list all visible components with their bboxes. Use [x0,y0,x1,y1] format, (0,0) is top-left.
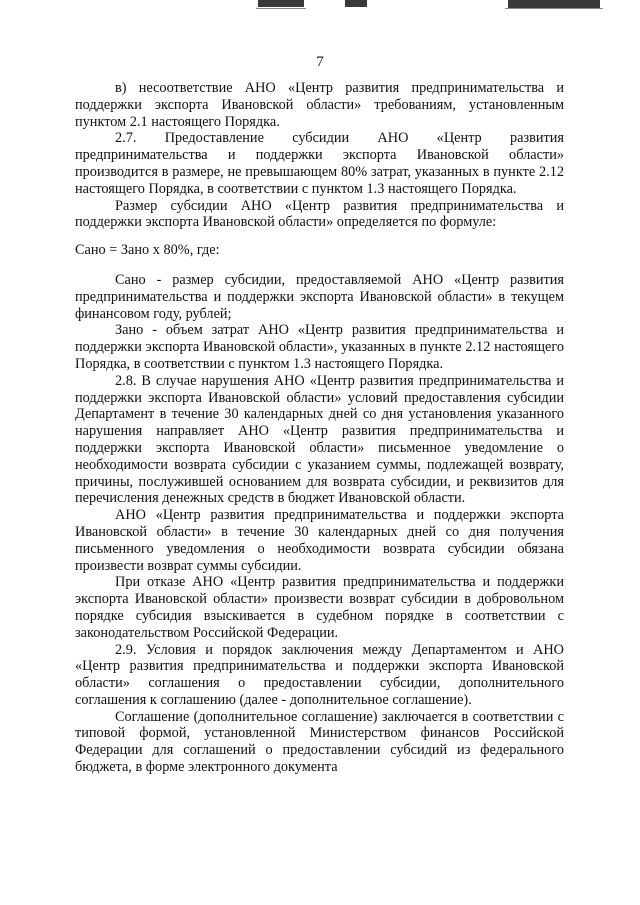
scan-artifact-right [508,0,600,8]
paragraph-subsidy-size: Размер субсидии АНО «Центр развития предпринимательства и поддержки экспорта Ивановской области» определяется по формуле: [75,197,564,231]
formula: Сано = Зано х 80%, где: [75,242,220,259]
scan-artifact-left-line [256,8,306,9]
document-body [75,80,564,776]
paragraph-2-7: 2.7. Предоставление субсидии АНО «Центр развития предпринимательства и поддержки экспорта Ивановской области» производится в размере, не превышающем 80% затрат, указанных в пункте 2.12 настоящего Порядка, в соответствии с пунктом 1.3 настоящего Порядка. [75,130,564,197]
scan-artifact-center [345,0,367,7]
scan-artifact-left [258,0,304,7]
paragraph-agreement: Соглашение (дополнительное соглашение) заключается в соответствии с типовой формой, установленной Министерством финансов Российской Федерации для соглашений о предоставлении субсидий из федерального бюджета, в форме электронного документа [75,708,564,776]
paragraph-zano-definition: Зано - объем затрат АНО «Центр развития предпринимательства и поддержки экспорта Ивановской области», указанных в пункте 2.12 настоящего Порядка, в соответствии с пунктом 1.3 настоящего Порядка. [75,322,564,372]
paragraph-refusal: При отказе АНО «Центр развития предпринимательства и поддержки экспорта Ивановской области» произвести возврат субсидии в добровольном порядке субсидия взыскивается в судебном порядке в соответствии с законодательством Российской Федерации. [75,574,564,641]
scan-artifact-right-line [505,8,603,9]
paragraph-2-8: 2.8. В случае нарушения АНО «Центр развития предпринимательства и поддержки экспорта Ивановской области» условий предоставления субсидии Департамент в течение 30 календарных дней со дня установления указанного нарушения направляет АНО «Центр развития предпринимательства и поддержки экспорта Ивановской области» письменное уведомление о необходимости возврата субсидии с указанием суммы, подлежащей возврату, причины, послужившей основанием для возврата субсидии, и реквизитов для перечисления денежных средств в бюджет Ивановской области. [75,372,564,507]
paragraph-2-6-v: в) несоответствие АНО «Центр развития предпринимательства и поддержки экспорта Ивановской области» требованиям, установленным пунктом 2.1 настоящего Порядка. [75,80,564,130]
paragraph-sano-definition: Сано - размер субсидии, предоставляемой АНО «Центр развития предпринимательства и поддержки экспорта Ивановской области» в текущем финансовом году, рублей; [75,271,564,322]
paragraph-2-9: 2.9. Условия и порядок заключения между Департаментом и АНО «Центр развития предпринимательства и поддержки экспорта Ивановской области» соглашения о предоставлении субсидии, дополнительного соглашения к соглашению (далее - дополнительное соглашение). [75,641,564,708]
paragraph-refund-obligation: АНО «Центр развития предпринимательства и поддержки экспорта Ивановской области» в течение 30 календарных дней со дня получения письменного уведомления о необходимости возврата субсидии обязана произвести возврат суммы субсидии. [75,507,564,574]
page-number: 7 [316,54,324,70]
